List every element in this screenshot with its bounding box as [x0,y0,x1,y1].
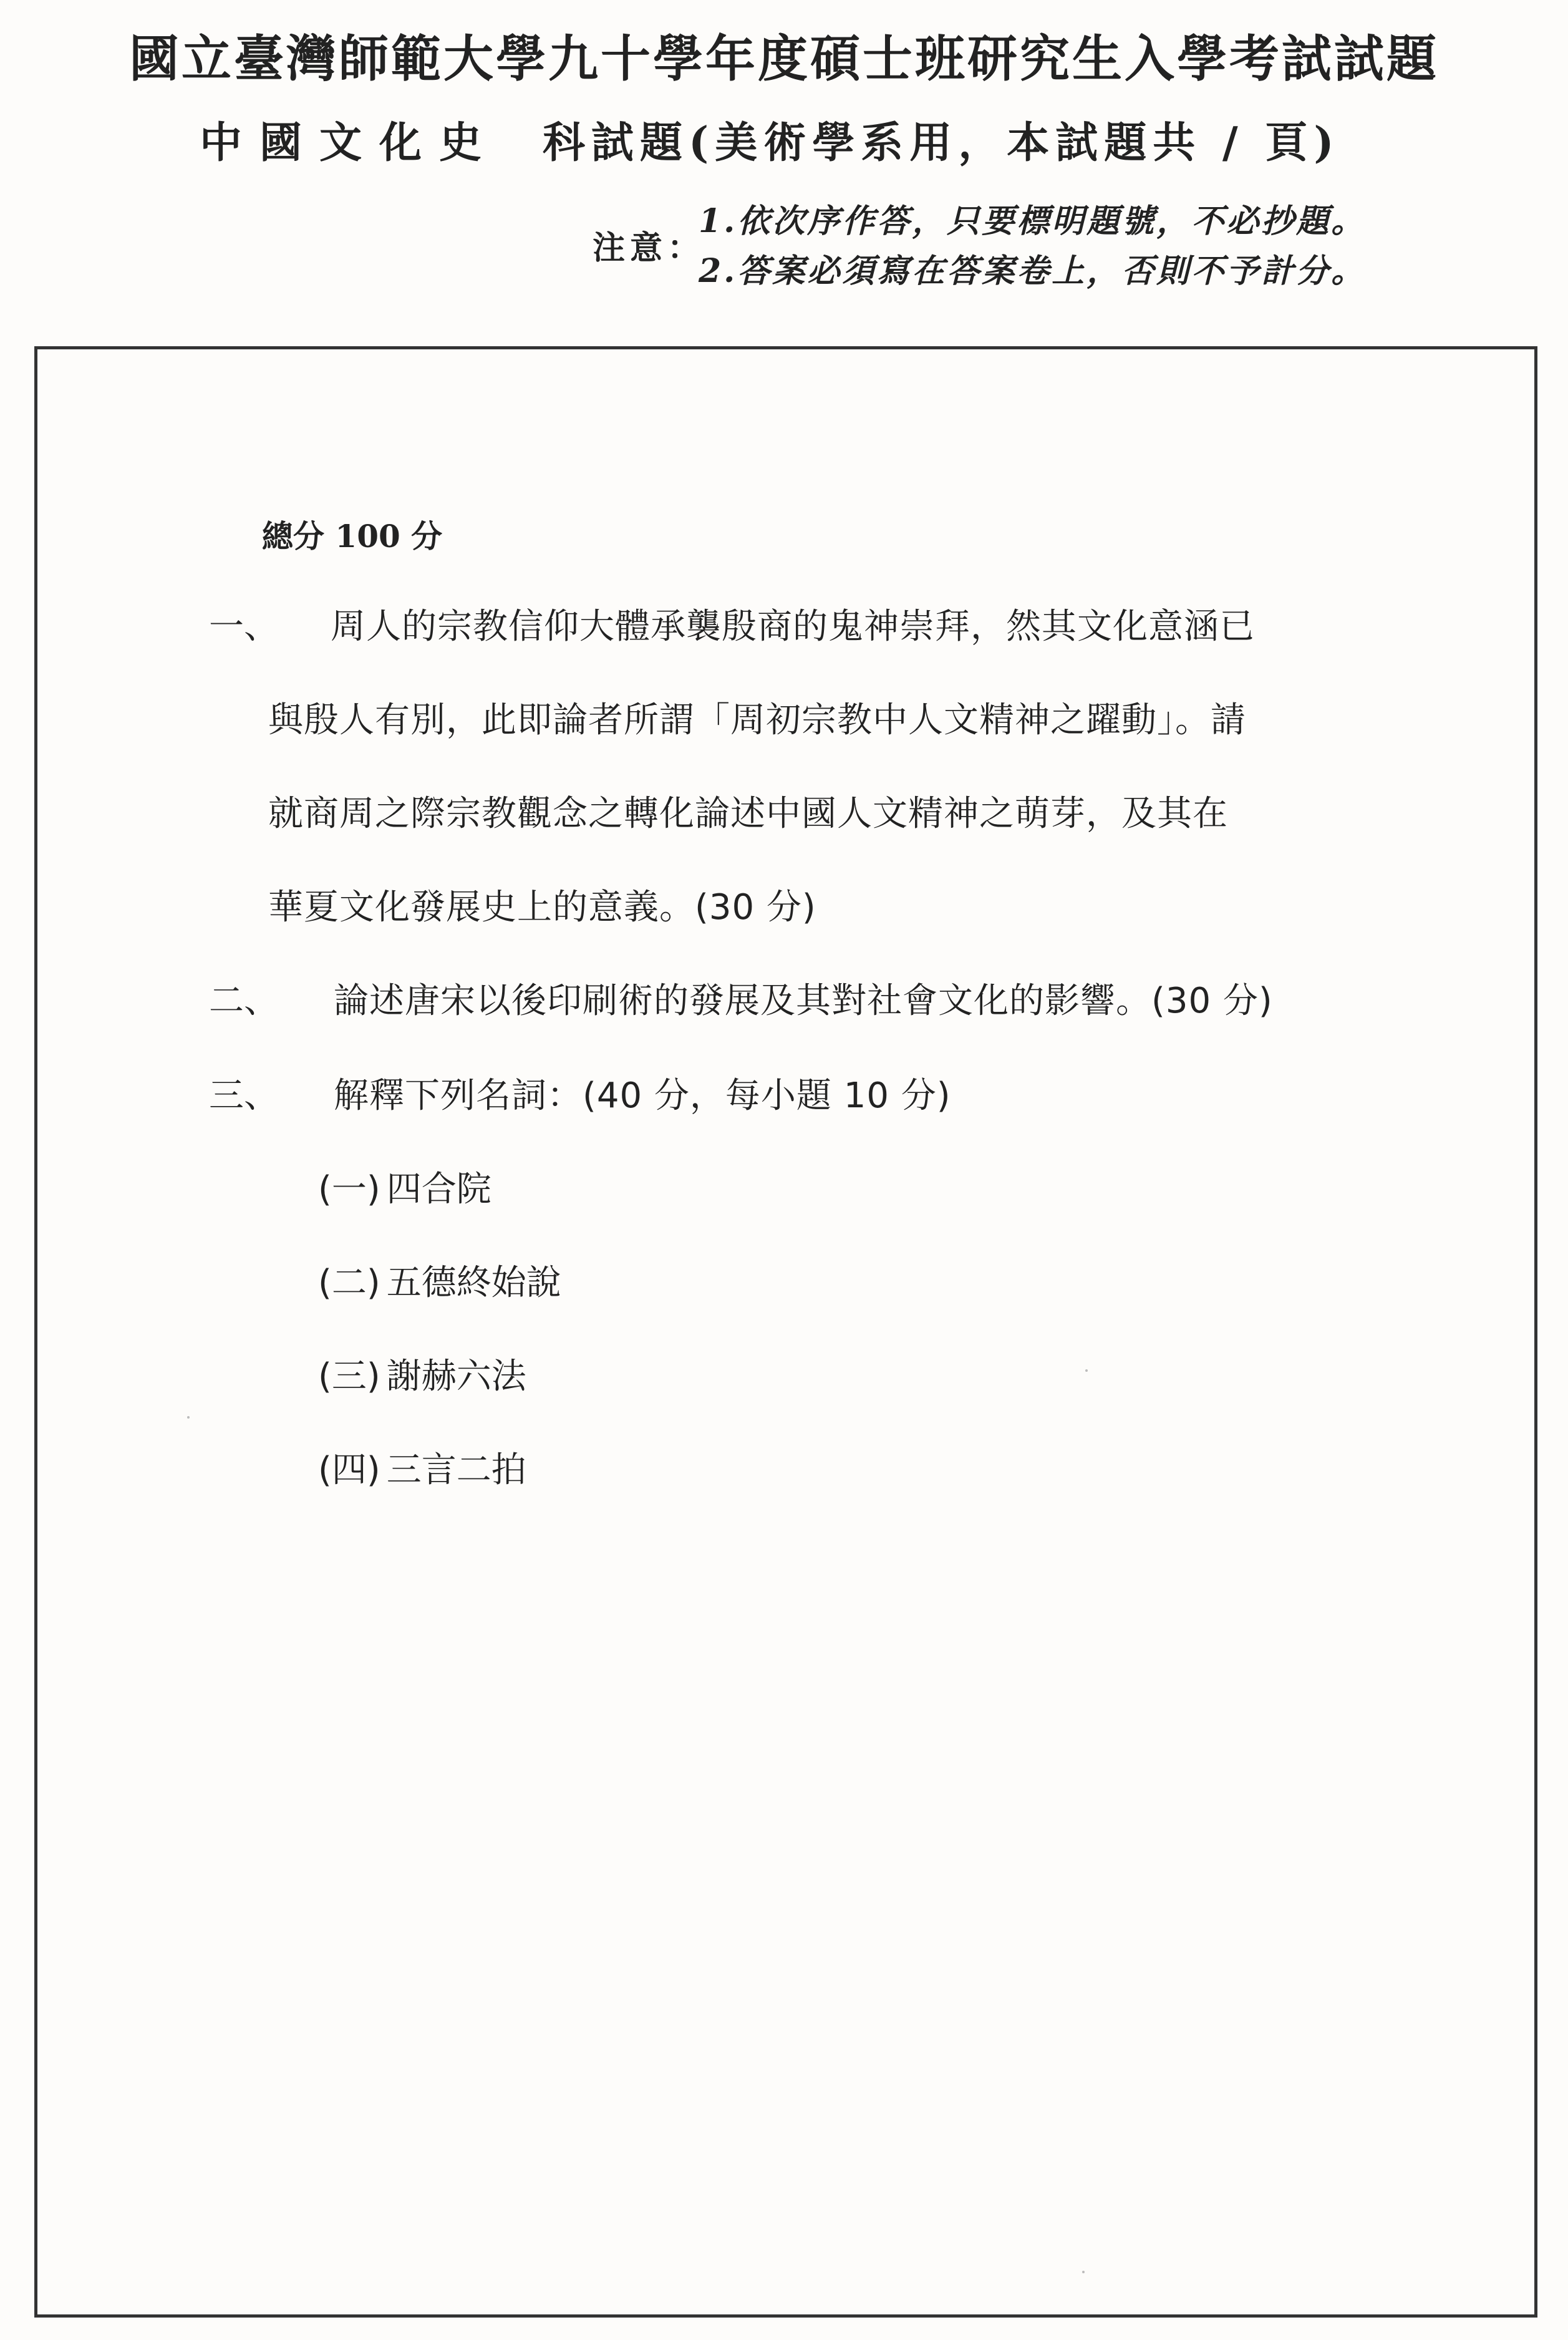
term-item [318,1255,561,1305]
question-1-line: 華夏文化發展史上的意義。(30 分) [268,887,816,928]
scan-speck [187,1416,190,1419]
term-item [318,1349,526,1399]
term-text: 謝赫六法 [386,1356,526,1397]
instructions-label: 注意： [593,229,705,267]
paper-info: 科試題(美術學系用，本試題共 / 頁) [543,118,1340,168]
scan-speck [1082,2271,1085,2273]
term-label: (三) [318,1356,380,1397]
term-text: 四合院 [386,1169,491,1210]
course-name: 中國文化史 [200,118,500,168]
question-2-number: 二、 [209,981,279,1021]
exam-title: 國立臺灣師範大學九十學年度碩士班研究生入學考試試題 [129,29,1439,88]
term-item [318,1162,491,1211]
total-score: 總分 100 分 [262,518,443,555]
exam-subtitle [200,109,1340,170]
question-1-line: 與殷人有別，此即論者所謂「周初宗教中人文精神之躍動」。請 [268,700,1246,740]
term-text: 五德終始說 [386,1263,561,1303]
instruction-item: 1.依次序作答，只要標明題號，不必抄題。 [699,202,1367,240]
term-label: (一) [318,1169,380,1210]
scan-speck [1085,1369,1088,1372]
question-3-line: 解釋下列名詞：(40 分，每小題 10 分) [334,1075,951,1116]
question-1-number: 一、 [209,606,279,647]
instruction-item: 2.答案必須寫在答案卷上，否則不予計分。 [699,252,1367,290]
question-1-line: 周人的宗教信仰大體承襲殷商的鬼神崇拜，然其文化意涵已 [331,606,1255,647]
term-item [318,1442,526,1492]
term-label: (四) [318,1450,380,1490]
term-text: 三言二拍 [386,1450,526,1490]
instructions-list [699,197,1366,296]
question-2-line: 論述唐宋以後印刷術的發展及其對社會文化的影響。(30 分) [334,981,1273,1021]
question-3-number: 三、 [209,1075,279,1116]
question-1-line: 就商周之際宗教觀念之轉化論述中國人文精神之萌芽，及其在 [268,794,1228,834]
term-label: (二) [318,1263,380,1303]
